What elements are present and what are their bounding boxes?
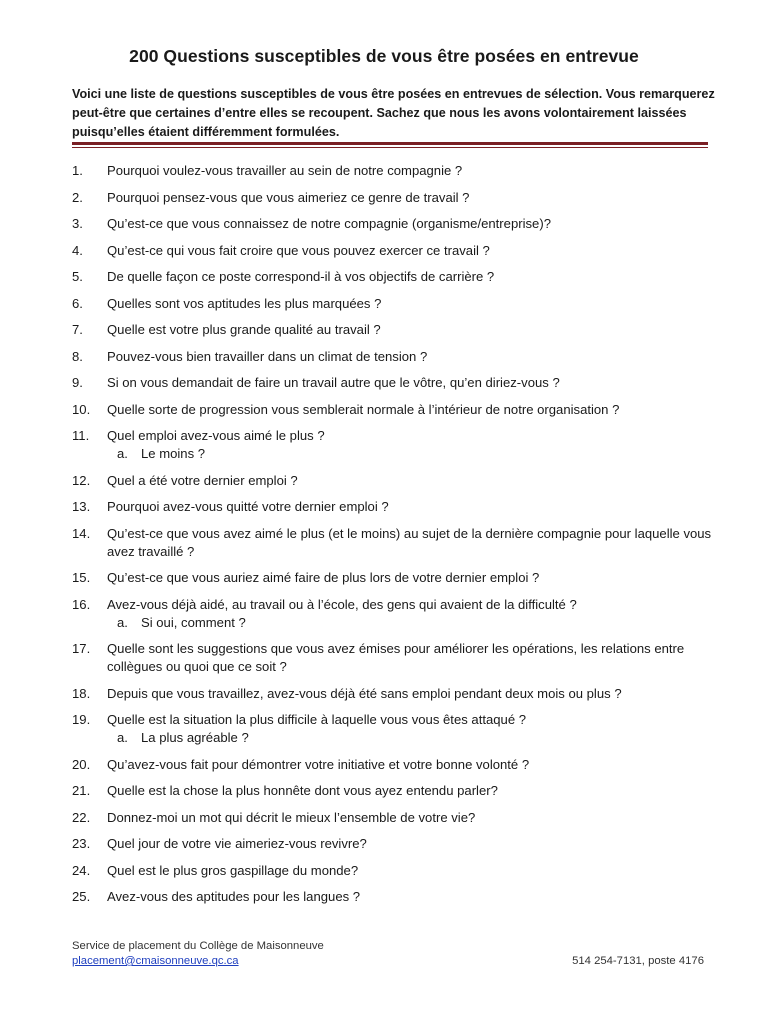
question-item — [72, 472, 712, 490]
question-number: 9. — [72, 375, 83, 390]
question-text: Pourquoi avez-vous quitté votre dernier emploi ? — [107, 499, 389, 514]
question-number: 22. — [72, 809, 91, 825]
question-text: Quel emploi avez-vous aimé le plus ? — [107, 428, 325, 443]
question-item — [72, 374, 712, 392]
question-item — [72, 782, 712, 800]
question-number: 19. — [72, 712, 91, 727]
question-item — [72, 711, 712, 747]
question-text: Qu’est-ce qui vous fait croire que vous pouvez exercer ce travail ? — [107, 242, 490, 258]
question-subitem — [107, 729, 712, 747]
question-item — [72, 321, 712, 339]
question-number: 16. — [72, 596, 91, 612]
question-number: 21. — [72, 783, 91, 798]
question-number: 15. — [72, 570, 91, 585]
question-text: Quelle sont les suggestions que vous avez émises pour améliorer les opérations, les relations entre collègues ou quoi que ce soit ? — [107, 641, 685, 674]
question-item — [72, 427, 712, 463]
question-number: 1. — [72, 163, 83, 178]
divider-thick — [72, 142, 708, 145]
question-number: 20. — [72, 756, 91, 772]
question-item — [72, 809, 712, 827]
question-item — [72, 525, 712, 561]
question-text: Quelle est la chose la plus honnête dont vous ayez entendu parler? — [107, 783, 498, 798]
question-item — [72, 640, 712, 676]
question-number: 18. — [72, 685, 91, 701]
question-item — [72, 685, 712, 703]
question-subitem — [107, 445, 712, 463]
question-number: 25. — [72, 889, 91, 904]
question-item — [72, 268, 712, 286]
question-number: 5. — [72, 269, 83, 284]
subitem-letter: a. — [117, 614, 128, 630]
question-number: 2. — [72, 189, 83, 205]
question-number: 14. — [72, 525, 91, 541]
question-subitem — [107, 614, 712, 632]
question-text: Avez-vous des aptitudes pour les langues ? — [107, 889, 361, 904]
question-item — [72, 401, 712, 419]
question-number: 17. — [72, 641, 91, 656]
question-item — [72, 498, 712, 516]
subitem-text: Si oui, comment ? — [141, 614, 246, 630]
question-text: Pouvez-vous bien travailler dans un climat de tension ? — [107, 348, 428, 364]
question-text: Quel a été votre dernier emploi ? — [107, 472, 298, 488]
question-number: 24. — [72, 862, 91, 878]
question-text: De quelle façon ce poste correspond-il à vos objectifs de carrière ? — [107, 269, 495, 284]
footer-phone: 514 254-7131, poste 4176 — [572, 955, 704, 967]
question-text: Qu’est-ce que vous connaissez de notre compagnie (organisme/entreprise)? — [107, 216, 551, 231]
subitem-letter: a. — [117, 730, 128, 745]
divider-thin — [72, 147, 708, 148]
subitem-text: La plus agréable ? — [141, 730, 249, 745]
question-text: Quelle est la situation la plus difficile à laquelle vous vous êtes attaqué ? — [107, 712, 527, 727]
question-text: Pourquoi pensez-vous que vous aimeriez ce genre de travail ? — [107, 189, 470, 205]
question-item — [72, 162, 712, 180]
question-item — [72, 242, 712, 260]
question-text: Quelle est votre plus grande qualité au travail ? — [107, 322, 381, 337]
question-text: Qu’avez-vous fait pour démontrer votre initiative et votre bonne volonté ? — [107, 756, 530, 772]
question-text: Quel est le plus gros gaspillage du monde? — [107, 862, 359, 878]
question-list — [72, 162, 712, 915]
question-number: 3. — [72, 216, 83, 231]
question-text: Si on vous demandait de faire un travail autre que le vôtre, qu’en diriez-vous ? — [107, 375, 560, 390]
question-item — [72, 215, 712, 233]
question-number: 12. — [72, 472, 91, 488]
question-item — [72, 348, 712, 366]
question-number: 8. — [72, 348, 83, 364]
question-text: Quel jour de votre vie aimeriez-vous revivre? — [107, 836, 367, 851]
question-item — [72, 835, 712, 853]
footer-organization: Service de placement du Collège de Maisonneuve — [72, 940, 324, 952]
subitem-text: Le moins ? — [141, 446, 206, 461]
question-number: 7. — [72, 322, 83, 337]
question-text: Donnez-moi un mot qui décrit le mieux l’ensemble de votre vie? — [107, 809, 476, 825]
page-title: 200 Questions susceptibles de vous être posées en entrevue — [129, 46, 639, 66]
question-item — [72, 295, 712, 313]
question-number: 13. — [72, 499, 91, 514]
question-item — [72, 596, 712, 632]
subitem-letter: a. — [117, 446, 128, 461]
question-text: Depuis que vous travaillez, avez-vous déjà été sans emploi pendant deux mois ou plus ? — [107, 685, 622, 701]
question-number: 6. — [72, 295, 83, 311]
question-item — [72, 888, 712, 906]
question-item — [72, 189, 712, 207]
intro-paragraph: Voici une liste de questions susceptibles de vous être posées en entrevues de sélection. Vous remarquerez peut-être que certaines d’entre elles se recoupent. Sachez que nous les avons volontairement laissées puisqu’elles étaient différemment formulées. — [72, 87, 715, 139]
question-number: 10. — [72, 401, 91, 417]
question-text: Quelles sont vos aptitudes les plus marquées ? — [107, 295, 382, 311]
footer-email-link[interactable]: placement@cmaisonneuve.qc.ca — [72, 955, 239, 967]
question-text: Quelle sorte de progression vous semblerait normale à l’intérieur de notre organisation ? — [107, 401, 620, 417]
footer-contact — [72, 939, 324, 969]
question-text: Avez-vous déjà aidé, au travail ou à l’école, des gens qui avaient de la difficulté ? — [107, 596, 577, 612]
question-item — [72, 756, 712, 774]
question-number: 11. — [72, 428, 90, 443]
question-number: 4. — [72, 242, 83, 258]
question-text: Pourquoi voulez-vous travailler au sein de notre compagnie ? — [107, 163, 463, 178]
question-item — [72, 569, 712, 587]
question-item — [72, 862, 712, 880]
question-number: 23. — [72, 836, 91, 851]
question-text: Qu’est-ce que vous avez aimé le plus (et le moins) au sujet de la dernière compagnie pour laquelle vous avez travaillé ? — [107, 525, 712, 559]
question-text: Qu’est-ce que vous auriez aimé faire de plus lors de votre dernier emploi ? — [107, 570, 540, 585]
